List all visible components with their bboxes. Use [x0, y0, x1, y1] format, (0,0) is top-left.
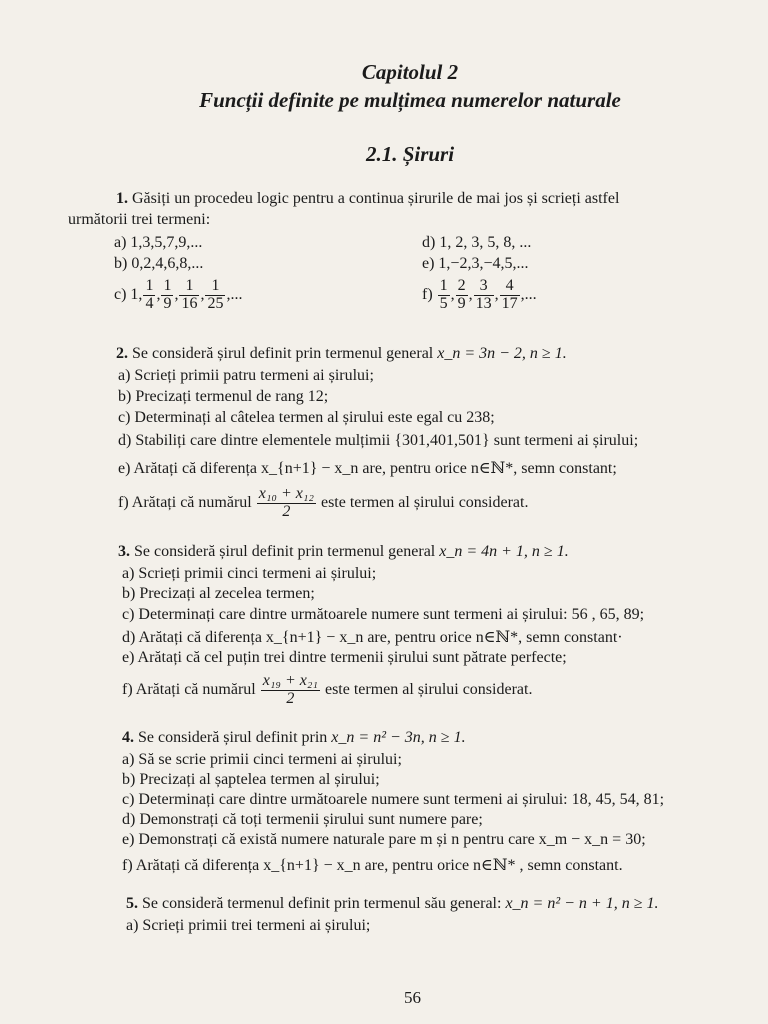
exercise-4-e: e) Demonstrați că există numere naturale pare m și n pentru care x_m − x_n = 30;	[122, 831, 646, 848]
fraction: $\frac{1}{16}$	[181, 277, 198, 312]
item-text: f) Arătați că numărul	[118, 493, 252, 511]
chapter-label: Capitolul 2	[361, 60, 459, 84]
page-number: 56	[404, 988, 421, 1007]
fraction: $\frac{1}{5}$	[439, 277, 448, 312]
exercise-number: 3.	[118, 543, 130, 560]
item-text: f) Arătați că numărul	[122, 680, 256, 698]
exercise-2-b: b) Precizați termenul de rang 12;	[118, 388, 329, 405]
item-text: este termen al șirului considerat.	[324, 680, 533, 698]
exercise-number: 2.	[116, 345, 128, 362]
fraction: $\frac{3}{13}$	[475, 277, 492, 312]
exercise-1-c: c) 1, $\frac{1}{4}$ , $\frac{1}{9}$ , $\frac{1}{16}$ , $\frac{1}{25}$ ,...	[114, 277, 243, 312]
item-label: f)	[422, 285, 433, 303]
exercise-1-d: d) 1, 2, 3, 5, 8, ...	[422, 234, 532, 251]
formula: x_n = 3n − 2, n ≥ 1.	[437, 345, 567, 362]
exercise-5-a: a) Scrieți primii trei termeni ai șirului;	[126, 917, 371, 934]
formula: x_n = 4n + 1, n ≥ 1.	[439, 543, 569, 560]
exercise-2-c: c) Determinați al câtelea termen al șirului este egal cu 238;	[118, 409, 495, 426]
exercise-4-c: c) Determinați care dintre următoarele numere sunt termeni ai șirului: 18, 45, 54, 81;	[122, 791, 665, 808]
chapter-title: Funcții definite pe mulțimea numerelor naturale	[199, 88, 621, 112]
exercise-2-d: d) Stabiliți care dintre elementele mulțimii {301,401,501} sunt termeni ai șirului;	[118, 432, 639, 449]
exercise-1-a: a) 1,3,5,7,9,...	[114, 234, 203, 251]
section-title: 2.1. Șiruri	[365, 142, 455, 166]
exercise-4-a: a) Să se scrie primii cinci termeni ai șirului;	[122, 751, 402, 768]
exercise-2-intro	[116, 345, 567, 363]
exercise-4-f: f) Arătați că diferența x_{n+1} − x_n are, pentru orice n∈ℕ* , semn constant.	[122, 857, 623, 874]
exercise-1-statement: Găsiți un procedeu logic pentru a continua șirurile de mai jos și scrieți astfel	[132, 190, 620, 207]
exercise-statement: Se consideră șirul definit prin termenul general	[134, 543, 436, 560]
item-text: este termen al șirului considerat.	[320, 493, 529, 511]
exercise-number: 5.	[126, 895, 138, 912]
sequence-tail: ,...	[520, 285, 537, 303]
exercise-1-e: e) 1,−2,3,−4,5,...	[422, 255, 529, 272]
fraction: $\frac{1}{25}$	[207, 277, 224, 312]
exercise-1-text	[116, 190, 619, 208]
exercise-3-c: c) Determinați care dintre următoarele numere sunt termeni ai șirului: 56 , 65, 89;	[122, 606, 645, 623]
exercise-statement: Se consideră șirul definit prin	[138, 729, 328, 746]
exercise-statement: Se consideră termenul definit prin termenul său general:	[142, 895, 502, 912]
exercise-3-b: b) Precizați al zecelea termen;	[122, 585, 315, 602]
fraction: $\frac{4}{17}$	[501, 277, 518, 312]
exercise-statement: Se consideră șirul definit prin termenul general	[132, 345, 434, 362]
exercise-2-e: e) Arătați că diferența x_{n+1} − x_n are, pentru orice n∈ℕ*, semn constant;	[118, 460, 617, 477]
fraction: $\frac{1}{4}$	[145, 277, 154, 312]
exercise-1-f: f) $\frac{1}{5}$ , $\frac{2}{9}$ , $\frac{3}{13}$ , $\frac{4}{17}$ ,...	[422, 277, 537, 312]
exercise-3-e: e) Arătați că cel puțin trei dintre termenii șirului sunt pătrate perfecte;	[122, 649, 567, 666]
exercise-3-f	[122, 673, 532, 708]
item-label: c) 1,	[114, 285, 143, 303]
exercise-4-d: d) Demonstrați că toți termenii șirului sunt numere pare;	[122, 811, 483, 828]
fraction: $\frac{1}{9}$	[163, 277, 172, 312]
exercise-4-b: b) Precizați al șaptelea termen al șirului;	[122, 771, 380, 788]
exercise-3-intro	[118, 543, 569, 561]
formula: x_n = n² − 3n, n ≥ 1.	[331, 729, 466, 746]
sequence-tail: ,...	[226, 285, 243, 303]
exercise-2-f	[118, 486, 528, 521]
exercise-1-b: b) 0,2,4,6,8,...	[114, 255, 204, 272]
exercise-number: 4.	[122, 729, 134, 746]
exercise-1-text-cont: următorii trei termeni:	[68, 211, 211, 228]
exercise-4-intro	[122, 729, 466, 747]
exercise-2-a: a) Scrieți primii patru termeni ai șirului;	[118, 367, 374, 384]
exercise-number: 1.	[116, 190, 128, 207]
fraction: $\frac{\text{x₁₀ + x₁₂}}{2}$	[258, 485, 314, 520]
fraction: $\frac{\text{x₁₉ + x₂₁}}{2}$	[262, 672, 318, 707]
exercise-3-d: d) Arătați că diferența x_{n+1} − x_n are, pentru orice n∈ℕ*, semn constant·	[122, 629, 623, 646]
formula: x_n = n² − n + 1, n ≥ 1.	[505, 895, 659, 912]
exercise-3-a: a) Scrieți primii cinci termeni ai șirului;	[122, 565, 377, 582]
exercise-5-intro	[126, 895, 659, 913]
fraction: $\frac{2}{9}$	[457, 277, 466, 312]
